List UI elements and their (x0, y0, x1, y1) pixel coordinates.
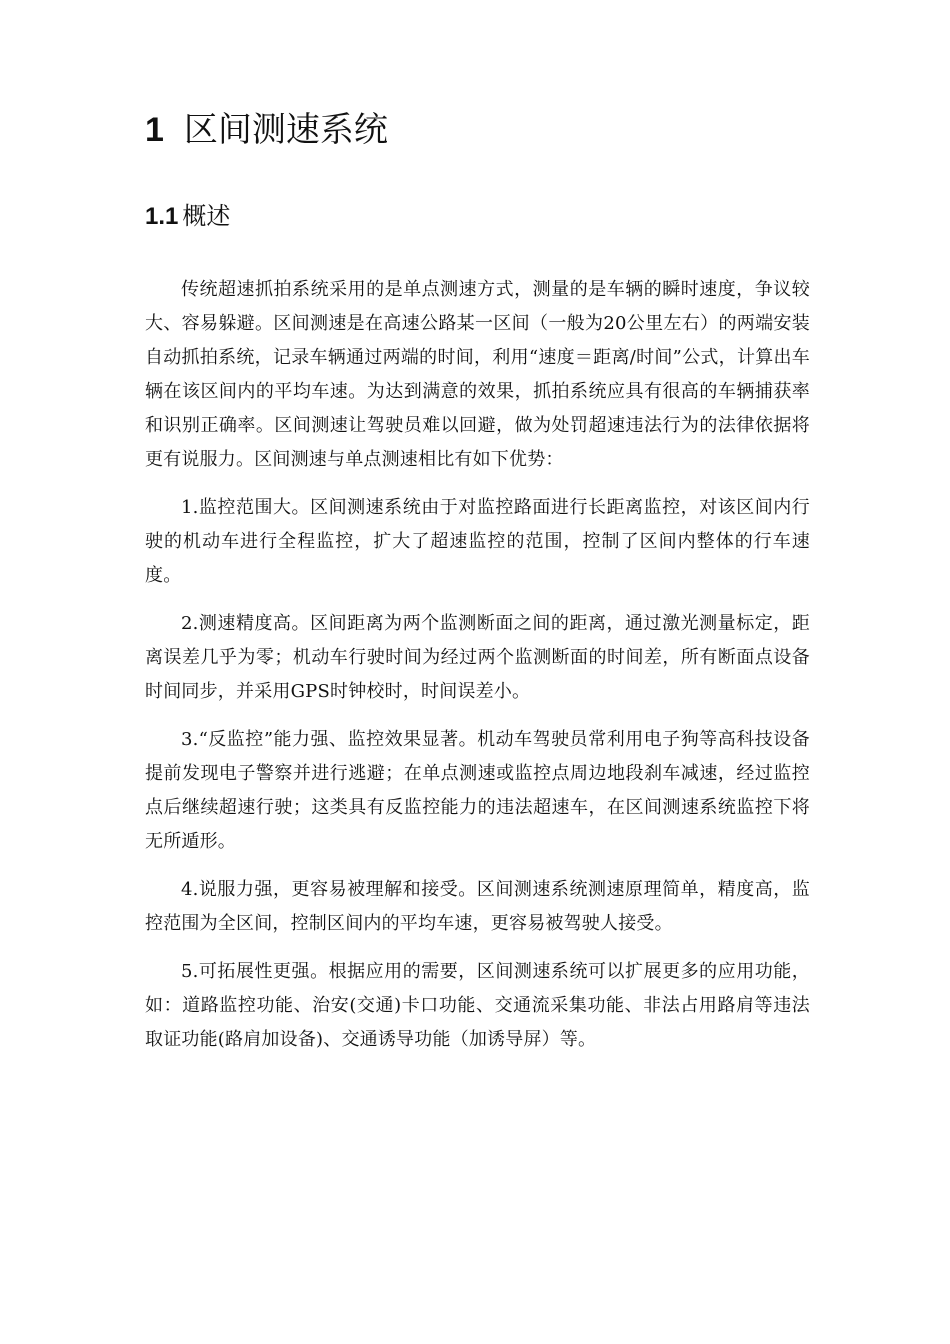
advantage-paragraph-2: 2.测速精度高。区间距离为两个监测断面之间的距离，通过激光测量标定，距离误差几乎为零；机动车行驶时间为经过两个监测断面的时间差，所有断面点设备时间同步，并采用GPS时钟校时，时间误差小。 (145, 613, 810, 702)
advantage-paragraph-1: 1.监控范围大。区间测速系统由于对监控路面进行长距离监控，对该区间内行驶的机动车进行全程监控，扩大了超速监控的范围，控制了区间内整体的行车速度。 (145, 497, 810, 586)
advantage-paragraph-3: 3.“反监控”能力强、监控效果显著。机动车驾驶员常利用电子狗等高科技设备提前发现电子警察并进行逃避；在单点测速或监控点周边地段刹车减速，经过监控点后继续超速行驶；这类具有反监控能力的违法超速车，在区间测速系统监控下将无所遁形。 (145, 729, 810, 852)
chapter-heading (145, 108, 388, 152)
chapter-title: 区间测速系统 (183, 110, 388, 150)
section-body (145, 273, 810, 1071)
section-heading (145, 200, 230, 233)
section-number: 1.1 (145, 203, 179, 230)
advantage-paragraph-4: 4.说服力强，更容易被理解和接受。区间测速系统测速原理简单，精度高，监控范围为全区间，控制区间内的平均车速，更容易被驾驶人接受。 (145, 879, 810, 934)
chapter-number: 1 (145, 111, 164, 149)
intro-paragraph: 传统超速抓拍系统采用的是单点测速方式，测量的是车辆的瞬时速度，争议较大、容易躲避。区间测速是在高速公路某一区间（一般为20公里左右）的两端安装自动抓拍系统，记录车辆通过两端的时间，利用“速度＝距离/时间”公式，计算出车辆在该区间内的平均车速。为达到满意的效果，抓拍系统应具有很高的车辆捕获率和识别正确率。区间测速让驾驶员难以回避，做为处罚超速违法行为的法律依据将更有说服力。区间测速与单点测速相比有如下优势： (145, 279, 810, 470)
advantage-paragraph-5: 5.可拓展性更强。根据应用的需要，区间测速系统可以扩展更多的应用功能，如：道路监控功能、治安(交通)卡口功能、交通流采集功能、非法占用路肩等违法取证功能(路肩加设备)、交通诱导功能（加诱导屏）等。 (145, 961, 810, 1050)
section-title: 概述 (182, 202, 231, 230)
